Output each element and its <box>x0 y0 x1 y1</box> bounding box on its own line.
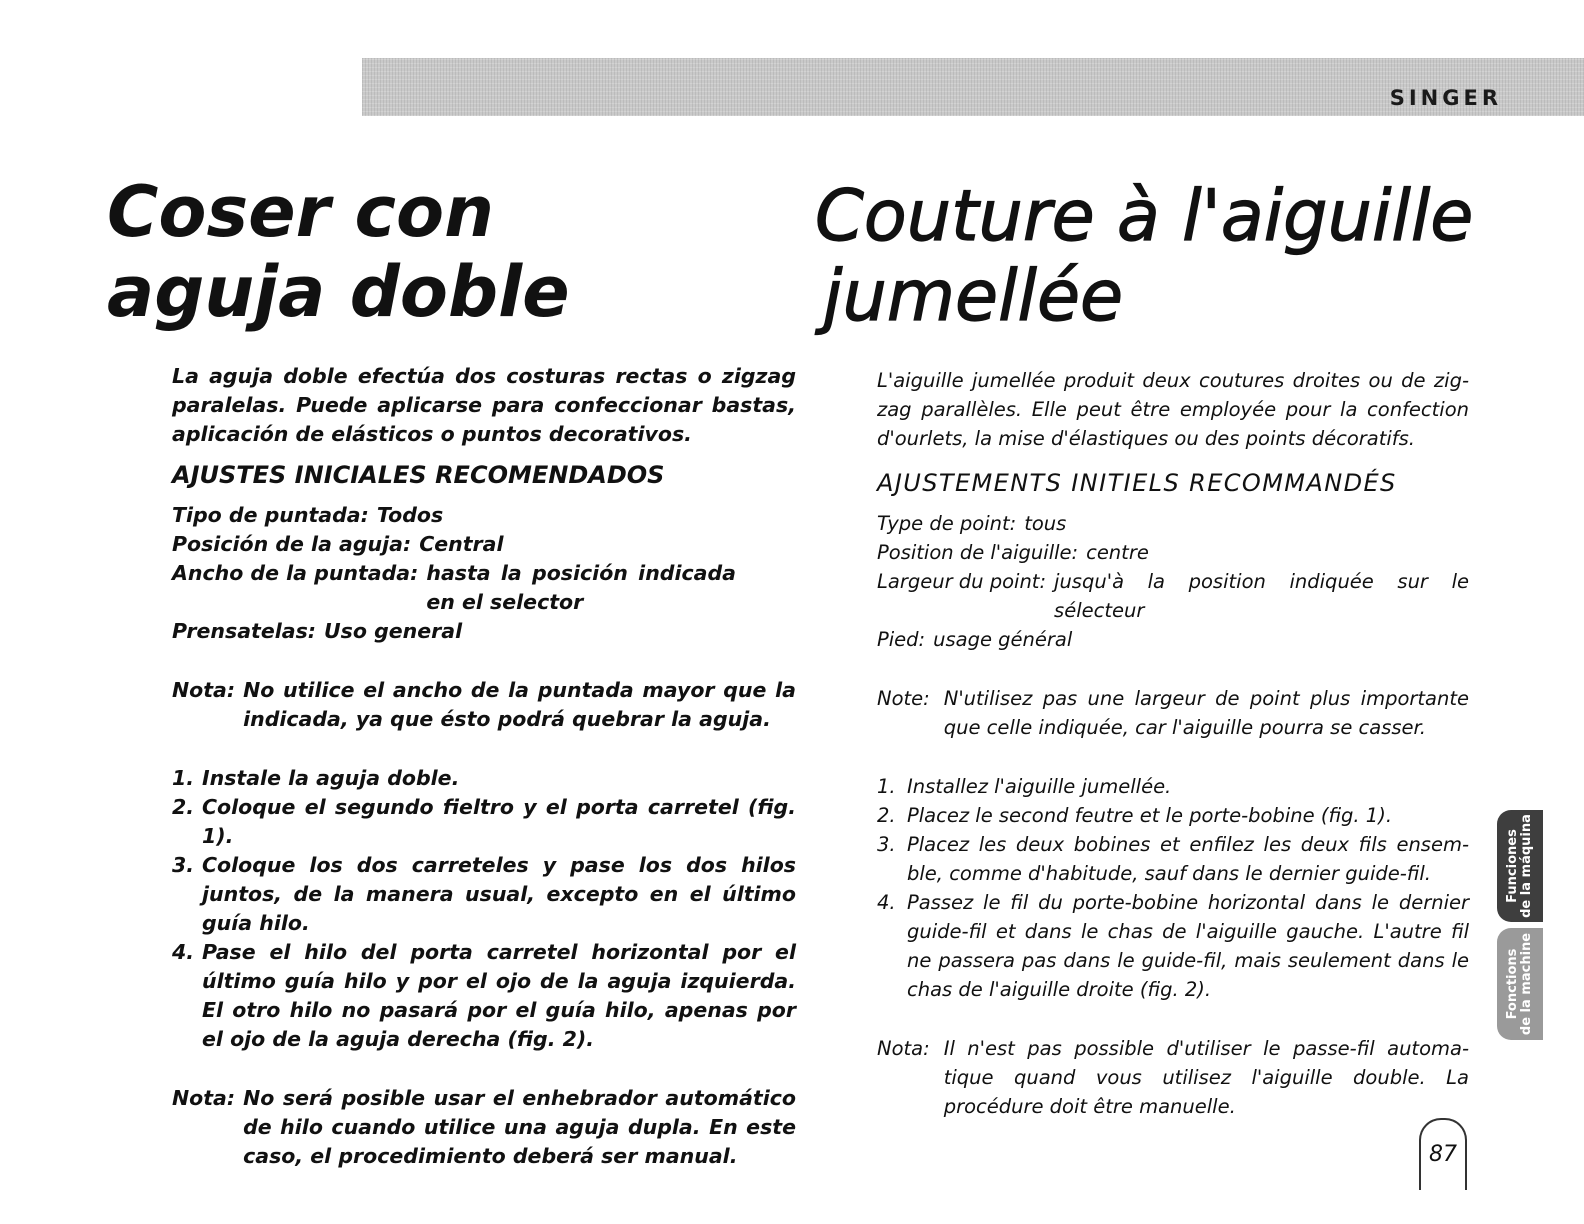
setting-row <box>172 501 796 530</box>
step-text: Pase el hilo del porta carretel horizontal por el último guía hilo y por el ojo de la aguja izquierda. El otro hilo no pasará por el guía hilo, apenas por el ojo de la aguja derecha (fig. 2). <box>202 940 796 1051</box>
setting-label: Posición de la aguja: <box>172 532 412 556</box>
note-text: No será posible usar el enhebrador automático de hilo cuando utilice una aguja dupla. En este caso, el procedimiento deberá ser manual. <box>243 1086 796 1168</box>
setting-row <box>172 530 796 559</box>
side-tab-line2: de la máquina <box>1519 814 1534 918</box>
step-number: 2. <box>172 795 195 819</box>
brand-logo: SINGER <box>1389 86 1502 110</box>
note-text: N'utilisez pas une largeur de point plus importante que celle indiquée, car l'aiguille pourra se casser. <box>943 687 1469 739</box>
setting-row <box>877 567 1469 625</box>
step-text: Coloque el segundo fieltro y el porta carretel (fig. 1). <box>202 795 796 848</box>
setting-row <box>172 559 796 617</box>
step-number: 2. <box>877 804 896 827</box>
setting-label: Largeur du point: <box>877 570 1047 593</box>
note-text: Il n'est pas possible d'utiliser le passe-fil automa-tique quand vous utilisez l'aiguille double. La procédure doit être manuelle. <box>943 1037 1469 1118</box>
note-threader <box>172 1084 796 1171</box>
note-label: Note: <box>877 687 930 710</box>
setting-row <box>877 509 1469 538</box>
note-label: Nota: <box>172 1086 236 1110</box>
steps-list <box>877 772 1469 1004</box>
setting-value: usage général <box>933 628 1073 651</box>
side-tab-funciones[interactable] <box>1497 810 1543 922</box>
setting-row <box>172 617 796 646</box>
page-title-es <box>107 172 570 332</box>
steps-list <box>172 764 796 1054</box>
settings-heading: AJUSTES INICIALES RECOMENDADOS <box>172 461 665 489</box>
step-text: Placez les deux bobines et enfilez les deux fils ensem-ble, comme d'habitude, sauf dans le dernier guide-fil. <box>907 833 1469 885</box>
step-text: Instale la aguja doble. <box>202 766 460 790</box>
settings-list <box>172 501 796 646</box>
setting-label: Position de l'aiguille: <box>877 541 1079 564</box>
setting-value: jusqu'à la position indiquée sur le sélecteur <box>1054 570 1469 622</box>
setting-value: centre <box>1086 541 1149 564</box>
page-number: 87 <box>1429 1142 1457 1167</box>
side-tab-line2: de la machine <box>1519 932 1534 1036</box>
side-tab-line1: Funciones <box>1505 829 1520 903</box>
step-text: Passez le fil du porte-bobine horizontal dans le dernier guide-fil et dans le chas de l'aiguille gauche. L'autre fil ne passera pas dans le guide-fil, mais seulement dans le chas de l'aiguille droite (fig. 2). <box>907 891 1469 1001</box>
setting-value: Central <box>419 532 504 556</box>
note-label: Nota: <box>877 1037 930 1060</box>
side-tab-line1: Fonctions <box>1505 948 1520 1020</box>
step-number: 3. <box>877 833 896 856</box>
title-es-line2: aguja doble <box>107 251 570 333</box>
side-tab-fonctions[interactable] <box>1497 928 1543 1040</box>
note-label: Nota: <box>172 678 236 702</box>
list-item <box>877 772 1469 801</box>
page-title-fr <box>815 176 1473 336</box>
setting-label: Pied: <box>877 628 926 651</box>
step-text: Installez l'aiguille jumellée. <box>907 775 1172 798</box>
note-needle-width <box>877 684 1469 742</box>
step-number: 4. <box>172 940 195 964</box>
setting-label: Prensatelas: <box>172 619 317 643</box>
list-item <box>172 938 796 1054</box>
step-number: 1. <box>172 766 195 790</box>
settings-heading: AJUSTEMENTS INITIELS RECOMMANDÉS <box>877 469 1397 497</box>
step-text: Placez le second feutre et le porte-bobine (fig. 1). <box>907 804 1393 827</box>
list-item <box>172 793 796 851</box>
title-fr-line2: jumellée <box>823 255 1124 337</box>
french-column <box>877 366 1469 1151</box>
list-item <box>172 851 796 938</box>
step-number: 1. <box>877 775 896 798</box>
page-number-box <box>1419 1118 1467 1190</box>
list-item <box>172 764 796 793</box>
note-needle-width <box>172 676 796 734</box>
setting-value: tous <box>1024 512 1067 535</box>
setting-value: Uso general <box>324 619 463 643</box>
note-text: No utilice el ancho de la puntada mayor que la indicada, ya que ésto podrá quebrar la aguja. <box>243 678 796 731</box>
list-item <box>877 801 1469 830</box>
side-tab-label <box>1506 814 1534 918</box>
side-tab-label <box>1506 933 1534 1035</box>
intro-paragraph: L'aiguille jumellée produit deux coutures droites ou de zig-zag parallèles. Elle peut être employée pour la confection d'ourlets, la mise d'élastiques ou des points décoratifs. <box>877 369 1469 450</box>
step-number: 4. <box>877 891 896 914</box>
intro-paragraph: La aguja doble efectúa dos costuras rectas o zigzag paralelas. Puede aplicarse para confeccionar bastas, aplicación de elásticos o puntos decorativos. <box>172 364 796 446</box>
list-item <box>877 830 1469 888</box>
setting-label: Tipo de puntada: <box>172 503 369 527</box>
setting-label: Ancho de la puntada: <box>172 561 419 585</box>
step-number: 3. <box>172 853 195 877</box>
title-fr-line1: Couture à l'aiguille <box>815 175 1474 257</box>
setting-value: hasta la posición indicada en el selector <box>426 561 736 614</box>
spanish-column <box>172 362 796 1201</box>
note-threader <box>877 1034 1469 1121</box>
title-es-line1: Coser con <box>107 171 494 253</box>
list-item <box>877 888 1469 1004</box>
setting-row <box>877 538 1469 567</box>
setting-value: Todos <box>376 503 444 527</box>
setting-row <box>877 625 1469 654</box>
setting-label: Type de point: <box>877 512 1017 535</box>
settings-list <box>877 509 1469 654</box>
step-text: Coloque los dos carreteles y pase los dos hilos juntos, de la manera usual, excepto en el último guía hilo. <box>202 853 796 935</box>
